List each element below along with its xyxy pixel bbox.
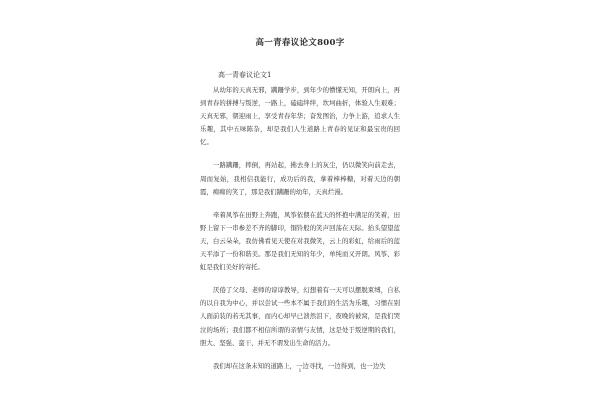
section-subtitle: 高一青春议论文1: [218, 71, 272, 79]
document-body: [200, 84, 400, 383]
paragraph: 我们却在这条未知的道路上，一边寻找，一边得到，也一边失: [213, 361, 386, 370]
paragraph: 牵着风筝在田野上奔跑，风筝依偎在蓝天的怀抱中满足的笑着，田野上留下一串参差不齐的脚印，铜铃般的笑声回荡在天际。抬头望望蓝天，白云朵朵，我仿佛看见天使在对我微笑，云上的彩虹，给雨后的蓝天平添了一份和谐美。那是我们无知的年少，单纯而又开朗。风筝、彩虹是我们美好的寄托。: [200, 210, 400, 272]
paragraph: 一路蹒跚，摔倒，再站起，拂去身上的灰尘，仍以微笑向前走去，周而复始，我相信我能行，成功后的我，拿着棒棒糖，对着天边的朝霞，痴痴的笑了，那是我们蹒跚的幼年，天真烂漫。: [200, 161, 400, 196]
paragraph: 从幼年的天真无邪，蹒跚学步，到年少的懵懂无知，开朗向上，再到青春的拼搏与叛逆，一路上，磕磕绊绊，坎坷曲折，体验人生艰难；天真无邪，朝迎雨上，享受青春年华；奋发图治，力争上游，追求人生乐趣，其中五味陈杂，却是我们人生道路上青春的见证和最宝贵的回忆。: [200, 86, 400, 147]
document-title: 高一青春议论文800字: [255, 38, 345, 48]
page-number: 1: [298, 368, 302, 374]
paragraph: 厌倦了父母、老师的谆谆教导，幻想着有一天可以摆脱束缚，自私的以自我为中心，并以尝试一些本不属于我们的生活为乐趣，习惯在别人面前装的若无其事，而内心却早已溃然泪下，夜晚的被窝，是我们哭泣的场所；我们都不相信所谓的亲情与友情，这是处于叛逆期的我们，胆大、坚强、蛮干、并无不谓发出生命的活力。: [200, 286, 400, 347]
